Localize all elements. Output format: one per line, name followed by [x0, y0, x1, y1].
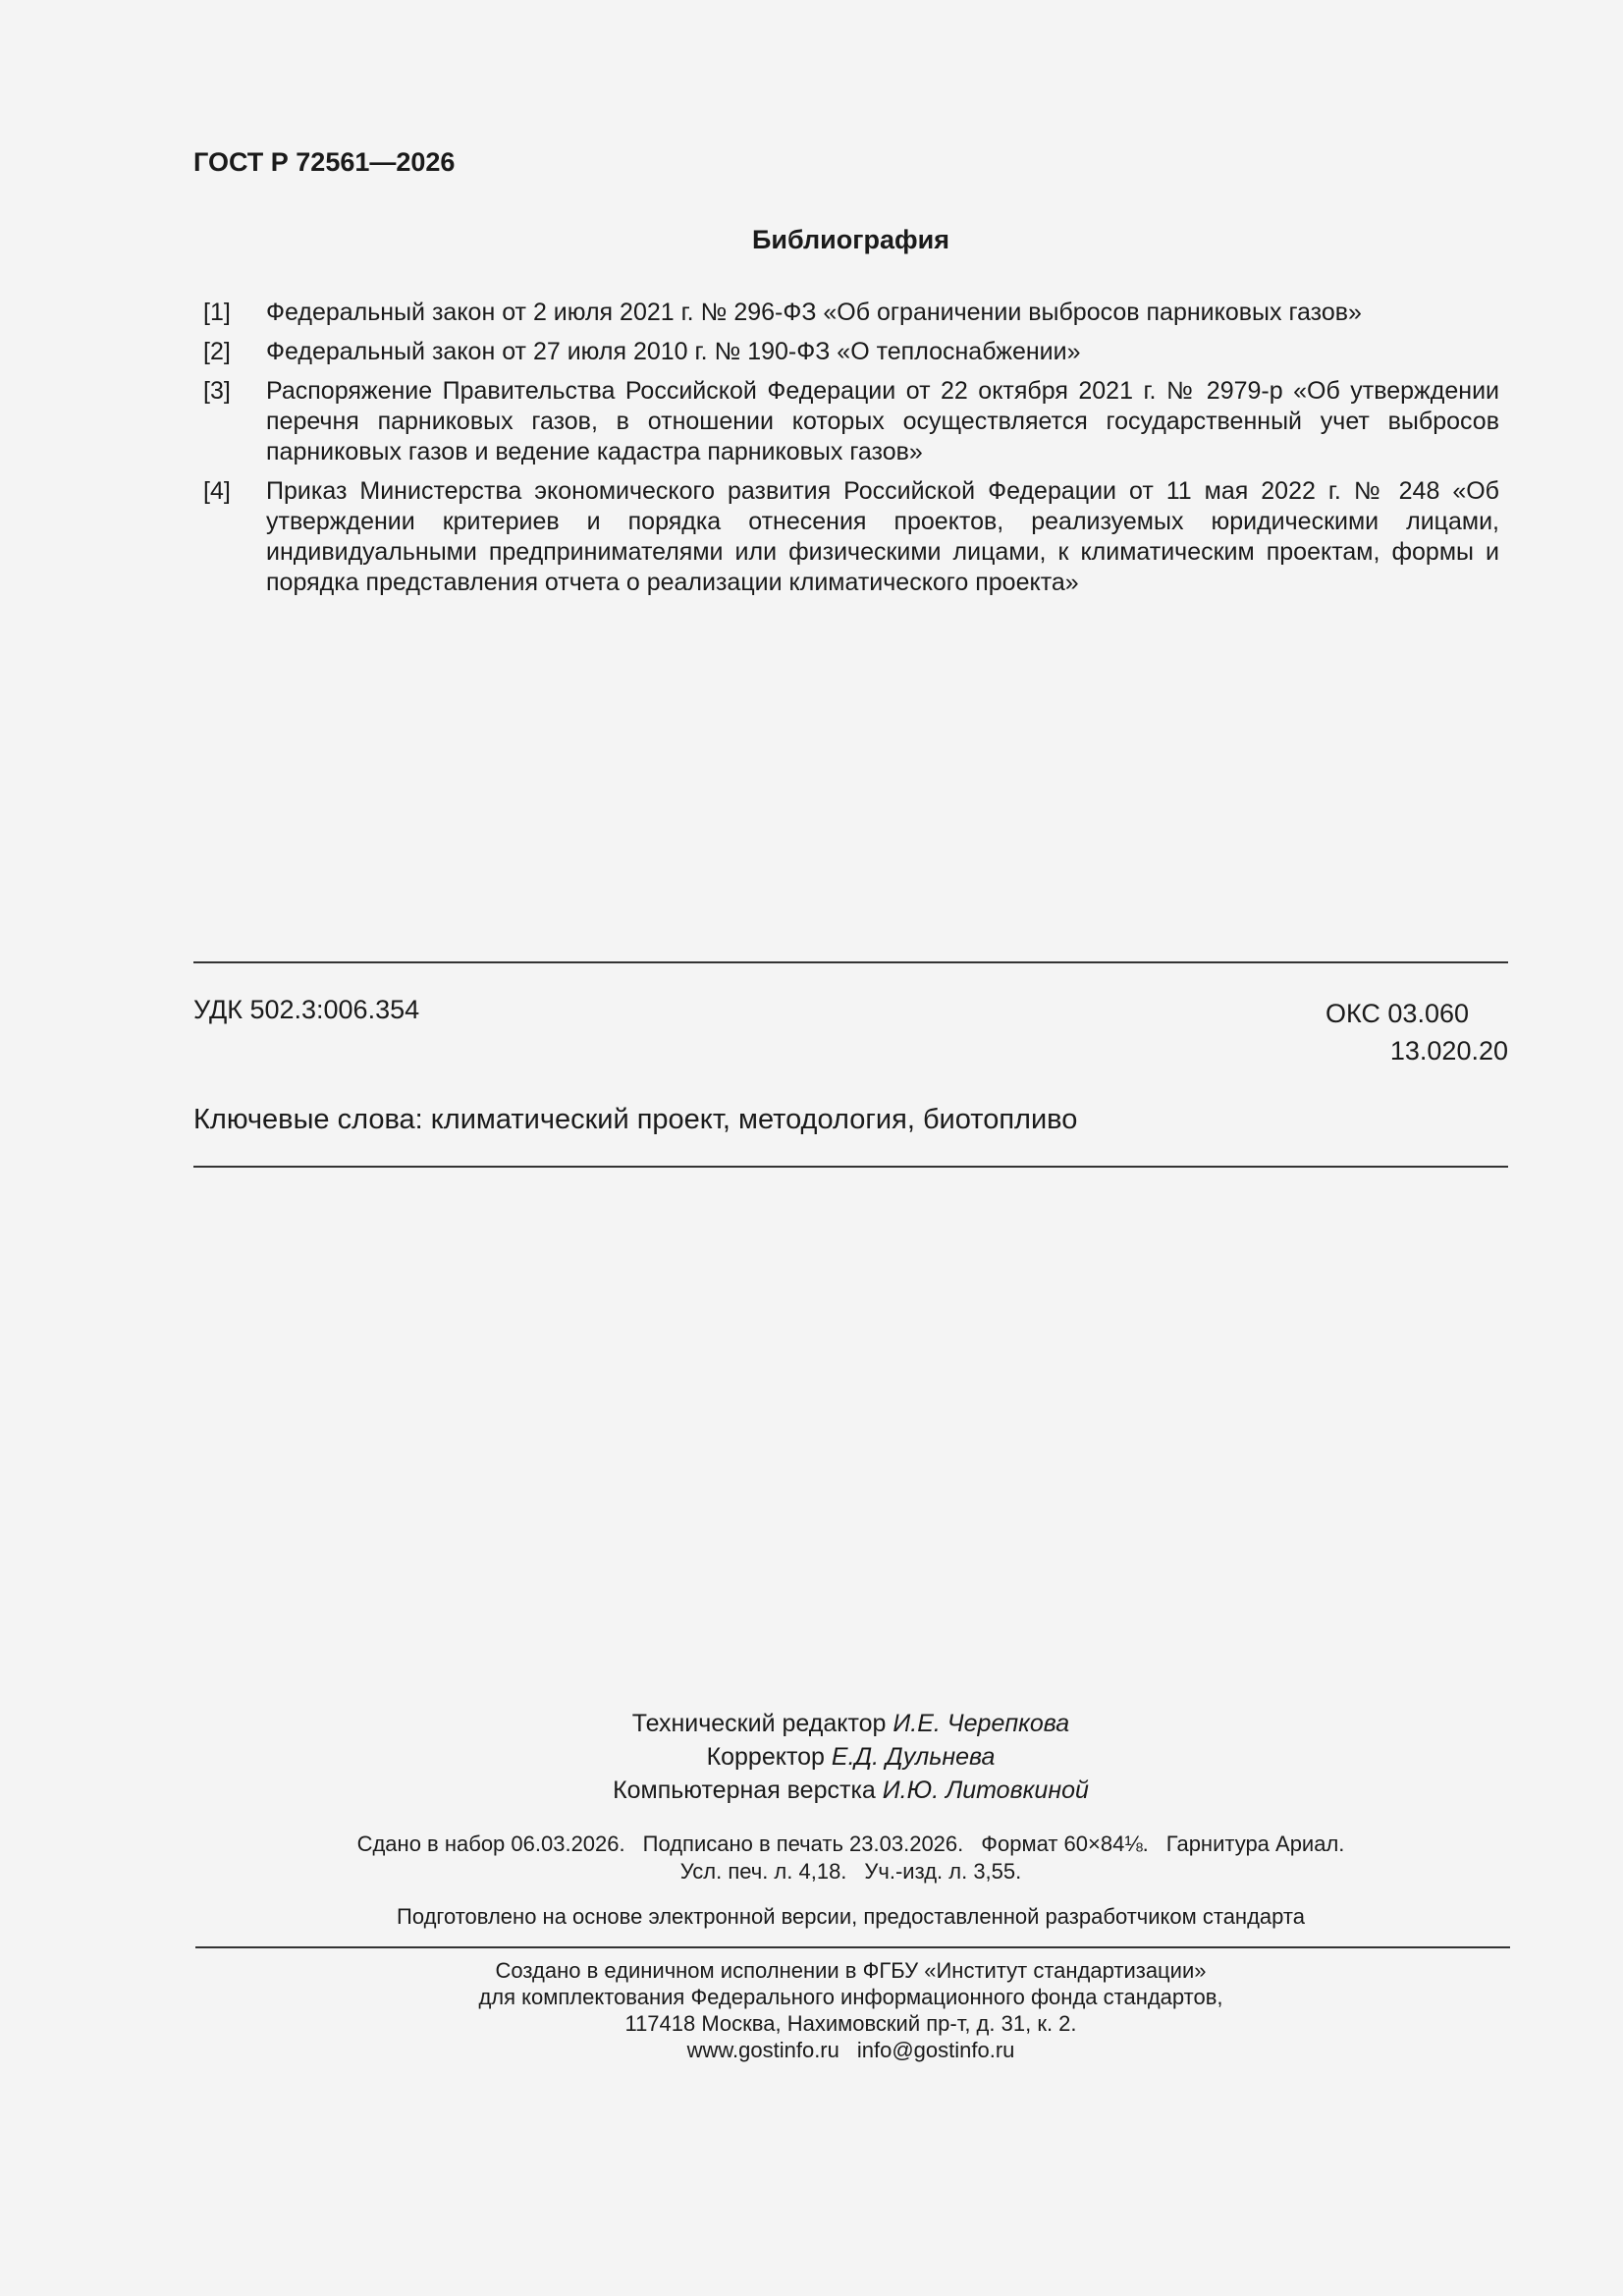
bibliography-item — [203, 337, 1499, 367]
publisher-info — [0, 1957, 1623, 2063]
print-info-line1 — [0, 1831, 1623, 1858]
bibliography-item — [203, 376, 1499, 467]
bibliography-item-text: Распоряжение Правительства Российской Федерации от 22 октября 2021 г. № 2979-р «Об утверждении перечня парниковых газов, в отношении которых осуществляется государственный учет выбросов парниковых газов и ведение кадастра парниковых газов» — [266, 377, 1499, 465]
sheets-pub: Уч.-изд. л. 3,55. — [864, 1859, 1022, 1884]
credit-layout-name: И.Ю. Литовкиной — [882, 1777, 1089, 1804]
divider-keywords — [193, 1166, 1508, 1168]
print-info-line2 — [0, 1858, 1623, 1886]
oks-code-primary: ОКС 03.060 — [1325, 999, 1469, 1028]
document-code: ГОСТ Р 72561—2026 — [193, 147, 456, 177]
bibliography-title: Библиография — [752, 225, 949, 254]
oks-code-secondary: 13.020.20 — [1389, 1036, 1508, 1066]
bibliography-item-number: [2] — [203, 338, 231, 365]
oks-codes — [1325, 995, 1508, 1069]
bibliography-item — [203, 298, 1499, 328]
credit-tech-editor-label: Технический редактор — [631, 1710, 887, 1737]
publisher-address: 117418 Москва, Нахимовский пр-т, д. 31, к. 2. — [624, 2011, 1077, 2036]
publisher-line1: Создано в единичном исполнении в ФГБУ «Институт стандартизации» — [495, 1958, 1207, 1983]
credit-corrector-name: Е.Д. Дульнева — [831, 1743, 996, 1771]
bibliography-item-number: [1] — [203, 299, 231, 326]
bibliography-list — [203, 298, 1499, 607]
publisher-line2: для комплектования Федерального информационного фонда стандартов, — [478, 1985, 1223, 2009]
udk-code: УДК 502.3:006.354 — [193, 995, 420, 1024]
bibliography-item — [203, 476, 1499, 598]
sheets-print: Усл. печ. л. 4,18. — [679, 1859, 847, 1884]
publisher-website: www.gostinfo.ru — [686, 2038, 839, 2062]
bibliography-item-text: Приказ Министерства экономического развития Российской Федерации от 11 мая 2022 г. № 248 «Об утверждении критериев и порядка отнесения проектов, реализуемых юридическими лицами, индивидуальными предпринимателями или физическими лицами, к климатическим проектам, формы и порядка представления отчета о реализации климатического проекта» — [266, 477, 1499, 596]
credit-tech-editor-name: И.Е. Черепкова — [893, 1710, 1070, 1737]
typeface: Гарнитура Ариал. — [1165, 1831, 1345, 1856]
credit-corrector — [0, 1740, 1623, 1774]
print-format: Формат 60×84⅛. — [981, 1831, 1149, 1856]
signed-date: Подписано в печать 23.03.2026. — [642, 1831, 964, 1856]
bibliography-item-text: Федеральный закон от 2 июля 2021 г. № 296-ФЗ «Об ограничении выбросов парниковых газов» — [266, 299, 1362, 326]
credit-layout-label: Компьютерная верстка — [613, 1777, 876, 1804]
prepared-note: Подготовлено на основе электронной версии, предоставленной разработчиком стандарта — [397, 1904, 1305, 1929]
print-info — [0, 1831, 1623, 1886]
credit-tech-editor — [0, 1707, 1623, 1740]
credit-corrector-label: Корректор — [706, 1743, 825, 1771]
bibliography-item-number: [4] — [203, 477, 231, 505]
publisher-email: info@gostinfo.ru — [856, 2038, 1015, 2062]
submitted-date: Сдано в набор 06.03.2026. — [356, 1831, 625, 1856]
divider-top — [193, 961, 1508, 963]
bibliography-item-text: Федеральный закон от 27 июля 2010 г. № 190-ФЗ «О теплоснабжении» — [266, 338, 1081, 365]
bibliography-item-number: [3] — [203, 377, 231, 405]
keywords: Ключевые слова: климатический проект, методология, биотопливо — [193, 1104, 1078, 1135]
credit-layout — [0, 1774, 1623, 1807]
credits — [0, 1707, 1623, 1807]
publisher-contacts — [0, 2037, 1623, 2063]
divider-publisher — [195, 1946, 1510, 1948]
